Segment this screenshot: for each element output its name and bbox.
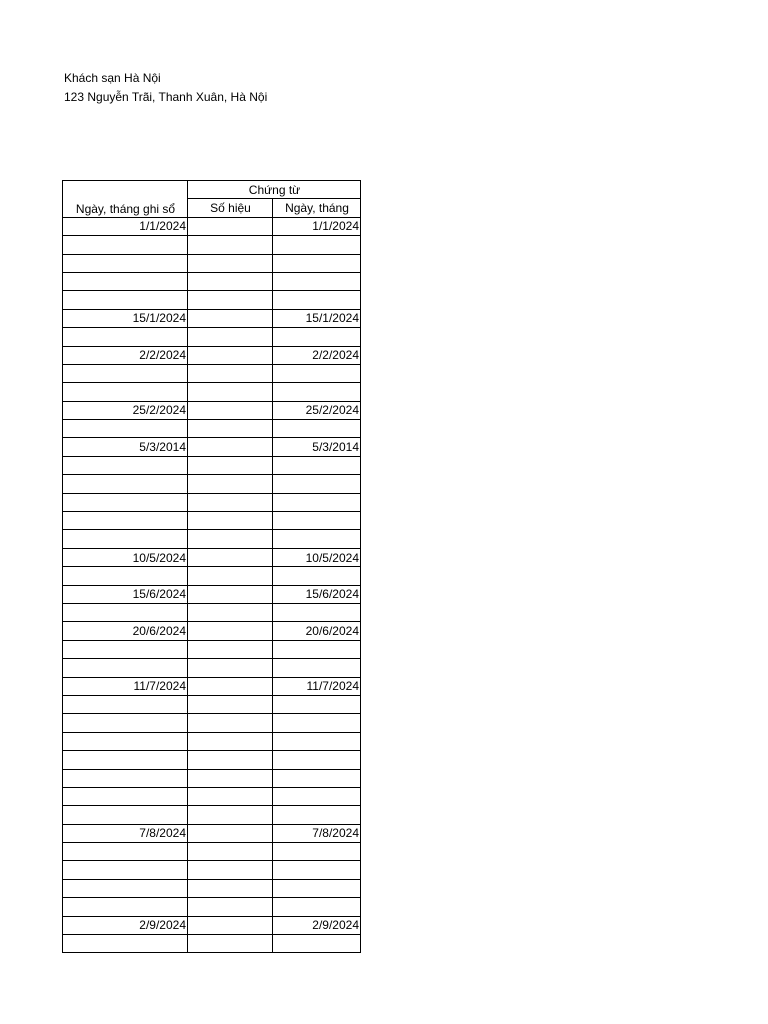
ledger-table <box>62 180 361 953</box>
table-row <box>63 824 361 842</box>
cell-entry-date[interactable] <box>63 456 188 474</box>
table-row <box>63 585 361 603</box>
cell-entry-date[interactable] <box>63 659 188 677</box>
cell-doc-number[interactable] <box>188 567 273 585</box>
cell-doc-date[interactable] <box>273 806 361 824</box>
cell-entry-date[interactable] <box>63 254 188 272</box>
cell-doc-number[interactable] <box>188 843 273 861</box>
table-row <box>63 475 361 493</box>
table-row <box>63 309 361 327</box>
cell-doc-date[interactable] <box>273 769 361 787</box>
cell-entry-date[interactable] <box>63 328 188 346</box>
cell-entry-date[interactable] <box>63 806 188 824</box>
cell-doc-number[interactable] <box>188 585 273 603</box>
cell-entry-date[interactable]: 2/9/2024 <box>63 916 188 934</box>
table-row <box>63 420 361 438</box>
cell-doc-number[interactable] <box>188 787 273 805</box>
table-row <box>63 383 361 401</box>
cell-doc-number[interactable] <box>188 935 273 953</box>
cell-doc-number[interactable] <box>188 916 273 934</box>
cell-doc-number[interactable] <box>188 806 273 824</box>
cell-entry-date[interactable] <box>63 512 188 530</box>
cell-entry-date[interactable] <box>63 291 188 309</box>
cell-entry-date[interactable]: 2/2/2024 <box>63 346 188 364</box>
cell-doc-date[interactable]: 15/1/2024 <box>273 309 361 327</box>
cell-doc-date[interactable] <box>273 879 361 897</box>
cell-doc-number[interactable] <box>188 622 273 640</box>
cell-doc-date[interactable] <box>273 493 361 511</box>
cell-doc-date[interactable] <box>273 935 361 953</box>
cell-entry-date[interactable] <box>63 493 188 511</box>
cell-entry-date[interactable] <box>63 420 188 438</box>
cell-entry-date[interactable] <box>63 475 188 493</box>
table-row <box>63 530 361 548</box>
cell-doc-date[interactable] <box>273 420 361 438</box>
table-row <box>63 843 361 861</box>
cell-doc-number[interactable] <box>188 346 273 364</box>
cell-doc-number[interactable] <box>188 659 273 677</box>
cell-entry-date[interactable] <box>63 843 188 861</box>
table-row <box>63 622 361 640</box>
table-row <box>63 879 361 897</box>
cell-doc-date[interactable] <box>273 383 361 401</box>
cell-entry-date[interactable] <box>63 383 188 401</box>
header-row-group <box>63 181 361 199</box>
table-row <box>63 603 361 621</box>
cell-entry-date[interactable]: 10/5/2024 <box>63 548 188 566</box>
cell-doc-date[interactable] <box>273 695 361 713</box>
cell-doc-number[interactable] <box>188 420 273 438</box>
cell-entry-date[interactable] <box>63 732 188 750</box>
cell-entry-date[interactable] <box>63 714 188 732</box>
table-row <box>63 272 361 290</box>
cell-doc-number[interactable] <box>188 861 273 879</box>
table-row <box>63 732 361 750</box>
cell-doc-date[interactable] <box>273 787 361 805</box>
cell-entry-date[interactable]: 20/6/2024 <box>63 622 188 640</box>
cell-doc-date[interactable] <box>273 861 361 879</box>
table-row <box>63 438 361 456</box>
cell-entry-date[interactable] <box>63 364 188 382</box>
table-row <box>63 806 361 824</box>
cell-entry-date[interactable] <box>63 751 188 769</box>
cell-doc-date[interactable] <box>273 567 361 585</box>
table-row <box>63 916 361 934</box>
cell-entry-date[interactable] <box>63 879 188 897</box>
cell-doc-number[interactable] <box>188 438 273 456</box>
cell-entry-date[interactable] <box>63 640 188 658</box>
column-header-doc-date[interactable]: Ngày, tháng <box>273 199 361 217</box>
table-row <box>63 935 361 953</box>
cell-entry-date[interactable]: 11/7/2024 <box>63 677 188 695</box>
column-header-entry-date[interactable]: Ngày, tháng ghi sổ <box>63 181 188 218</box>
cell-doc-number[interactable] <box>188 401 273 419</box>
cell-entry-date[interactable]: 5/3/2014 <box>63 438 188 456</box>
table-row <box>63 236 361 254</box>
cell-doc-date[interactable] <box>273 291 361 309</box>
cell-doc-number[interactable] <box>188 512 273 530</box>
table-row <box>63 328 361 346</box>
cell-doc-date[interactable]: 25/2/2024 <box>273 401 361 419</box>
cell-doc-date[interactable] <box>273 530 361 548</box>
column-header-doc-number[interactable]: Số hiệu <box>188 199 273 217</box>
table-row <box>63 567 361 585</box>
cell-doc-number[interactable] <box>188 714 273 732</box>
cell-doc-number[interactable] <box>188 824 273 842</box>
cell-doc-number[interactable] <box>188 879 273 897</box>
cell-doc-date[interactable]: 20/6/2024 <box>273 622 361 640</box>
company-name: Khách sạn Hà Nội <box>64 71 161 85</box>
cell-doc-date[interactable] <box>273 898 361 916</box>
table-row <box>63 751 361 769</box>
cell-entry-date[interactable] <box>63 603 188 621</box>
table-row <box>63 548 361 566</box>
cell-doc-number[interactable] <box>188 548 273 566</box>
cell-entry-date[interactable]: 25/2/2024 <box>63 401 188 419</box>
cell-entry-date[interactable]: 15/1/2024 <box>63 309 188 327</box>
cell-entry-date[interactable] <box>63 695 188 713</box>
cell-entry-date[interactable] <box>63 567 188 585</box>
cell-doc-number[interactable] <box>188 493 273 511</box>
cell-doc-date[interactable] <box>273 640 361 658</box>
table-row <box>63 714 361 732</box>
cell-doc-number[interactable] <box>188 217 273 235</box>
cell-doc-number[interactable] <box>188 254 273 272</box>
cell-doc-date[interactable] <box>273 843 361 861</box>
cell-doc-number[interactable] <box>188 898 273 916</box>
cell-entry-date[interactable] <box>63 769 188 787</box>
cell-doc-number[interactable] <box>188 291 273 309</box>
cell-doc-number[interactable] <box>188 328 273 346</box>
cell-doc-number[interactable] <box>188 751 273 769</box>
table-row <box>63 640 361 658</box>
cell-entry-date[interactable] <box>63 861 188 879</box>
table-row <box>63 254 361 272</box>
cell-doc-date[interactable]: 15/6/2024 <box>273 585 361 603</box>
cell-doc-date[interactable]: 2/9/2024 <box>273 916 361 934</box>
company-info <box>64 69 267 107</box>
table-row <box>63 291 361 309</box>
cell-doc-date[interactable] <box>273 512 361 530</box>
cell-doc-date[interactable] <box>273 714 361 732</box>
cell-entry-date[interactable]: 1/1/2024 <box>63 217 188 235</box>
cell-doc-number[interactable] <box>188 677 273 695</box>
cell-doc-date[interactable] <box>273 456 361 474</box>
table-row <box>63 695 361 713</box>
table-row <box>63 456 361 474</box>
table-row <box>63 898 361 916</box>
cell-doc-number[interactable] <box>188 309 273 327</box>
cell-entry-date[interactable] <box>63 787 188 805</box>
cell-doc-number[interactable] <box>188 236 273 254</box>
cell-doc-number[interactable] <box>188 732 273 750</box>
cell-doc-date[interactable] <box>273 603 361 621</box>
cell-entry-date[interactable] <box>63 898 188 916</box>
column-group-header-voucher[interactable]: Chứng từ <box>188 181 361 199</box>
table-row <box>63 346 361 364</box>
cell-doc-number[interactable] <box>188 383 273 401</box>
company-address: 123 Nguyễn Trãi, Thanh Xuân, Hà Nội <box>64 90 268 104</box>
cell-doc-number[interactable] <box>188 456 273 474</box>
cell-doc-number[interactable] <box>188 475 273 493</box>
table-row <box>63 493 361 511</box>
table-row <box>63 217 361 235</box>
cell-entry-date[interactable] <box>63 935 188 953</box>
table-row <box>63 659 361 677</box>
table-row <box>63 364 361 382</box>
cell-doc-date[interactable]: 5/3/2014 <box>273 438 361 456</box>
table-row <box>63 787 361 805</box>
cell-entry-date[interactable]: 15/6/2024 <box>63 585 188 603</box>
cell-doc-date[interactable] <box>273 272 361 290</box>
cell-doc-number[interactable] <box>188 769 273 787</box>
cell-doc-date[interactable] <box>273 475 361 493</box>
cell-doc-date[interactable]: 7/8/2024 <box>273 824 361 842</box>
cell-doc-date[interactable] <box>273 254 361 272</box>
cell-doc-number[interactable] <box>188 640 273 658</box>
cell-doc-date[interactable] <box>273 659 361 677</box>
cell-doc-date[interactable]: 10/5/2024 <box>273 548 361 566</box>
cell-doc-date[interactable]: 2/2/2024 <box>273 346 361 364</box>
cell-entry-date[interactable] <box>63 530 188 548</box>
cell-doc-date[interactable] <box>273 732 361 750</box>
table-row <box>63 512 361 530</box>
cell-doc-date[interactable] <box>273 236 361 254</box>
cell-doc-number[interactable] <box>188 695 273 713</box>
ledger-body <box>63 217 361 953</box>
cell-doc-date[interactable] <box>273 751 361 769</box>
cell-doc-number[interactable] <box>188 603 273 621</box>
table-row <box>63 769 361 787</box>
cell-doc-number[interactable] <box>188 272 273 290</box>
cell-entry-date[interactable]: 7/8/2024 <box>63 824 188 842</box>
table-row <box>63 861 361 879</box>
table-row <box>63 401 361 419</box>
cell-entry-date[interactable] <box>63 272 188 290</box>
cell-doc-date[interactable] <box>273 364 361 382</box>
cell-doc-date[interactable] <box>273 328 361 346</box>
cell-doc-date[interactable]: 1/1/2024 <box>273 217 361 235</box>
cell-entry-date[interactable] <box>63 236 188 254</box>
cell-doc-date[interactable]: 11/7/2024 <box>273 677 361 695</box>
table-row <box>63 677 361 695</box>
cell-doc-number[interactable] <box>188 530 273 548</box>
cell-doc-number[interactable] <box>188 364 273 382</box>
